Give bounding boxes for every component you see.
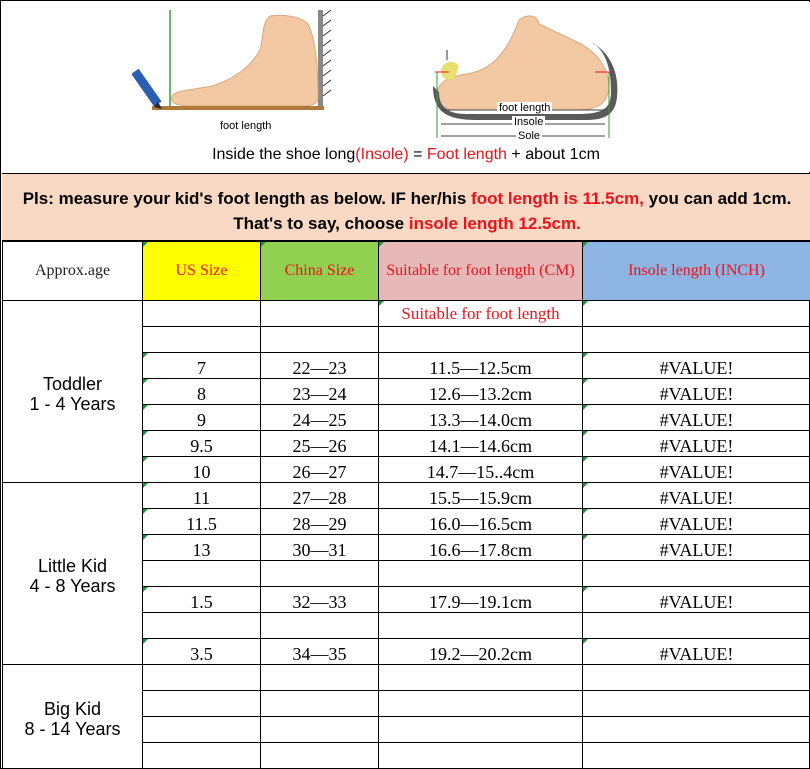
china-size-cell	[261, 743, 379, 769]
header-china-size: China Size	[261, 242, 379, 301]
foot-length-cell	[379, 691, 583, 717]
header-approx-age: Approx.age	[3, 242, 143, 301]
insole-inch-cell: #VALUE!	[583, 509, 810, 535]
foot-measure-image	[132, 10, 342, 115]
header-insole-length: Insole length (INCH)	[583, 242, 810, 301]
foot-length-cell: 12.6—13.2cm	[379, 379, 583, 405]
insole-inch-cell: #VALUE!	[583, 639, 810, 665]
us-size-cell	[143, 301, 261, 327]
china-size-cell	[261, 691, 379, 717]
left-foot-length-label: foot length	[220, 120, 272, 132]
foot-length-cell: 17.9—19.1cm	[379, 587, 583, 613]
age-group-name: Big Kid	[43, 698, 102, 719]
china-size-cell: 27—28	[261, 483, 379, 509]
china-size-cell: 23—24	[261, 379, 379, 405]
us-size-cell	[143, 743, 261, 769]
china-size-cell	[261, 613, 379, 639]
us-size-cell	[143, 613, 261, 639]
china-size-cell: 24—25	[261, 405, 379, 431]
age-group-cell	[3, 483, 143, 665]
insole-inch-cell: #VALUE!	[583, 457, 810, 483]
china-size-cell: 22—23	[261, 353, 379, 379]
us-size-cell: 8	[143, 379, 261, 405]
us-size-cell	[143, 561, 261, 587]
china-size-cell	[261, 327, 379, 353]
foot-length-cell: 15.5—15.9cm	[379, 483, 583, 509]
foot-length-cell	[379, 743, 583, 769]
age-group-range: 1 - 4 Years	[29, 393, 116, 414]
age-group-name: Toddler	[42, 373, 103, 394]
insole-inch-cell: #VALUE!	[583, 535, 810, 561]
foot-length-cell	[379, 561, 583, 587]
table-row	[3, 483, 810, 509]
insole-inch-cell	[583, 743, 810, 769]
sole-label: Sole	[518, 130, 541, 142]
age-group-cell	[3, 301, 143, 483]
measurement-notice: Pls: measure your kid's foot length as below. IF her/his foot length is 11.5cm, you can add 1cm. That's to say, choose insole length 12.5cm.	[2, 173, 810, 241]
insole-inch-cell: #VALUE!	[583, 405, 810, 431]
china-size-cell	[261, 665, 379, 691]
china-size-cell: 30—31	[261, 535, 379, 561]
china-size-cell	[261, 301, 379, 327]
us-size-cell: 11	[143, 483, 261, 509]
insole-inch-cell	[583, 301, 810, 327]
us-size-cell	[143, 665, 261, 691]
us-size-cell: 9.5	[143, 431, 261, 457]
us-size-cell: 13	[143, 535, 261, 561]
table-row	[3, 301, 810, 327]
china-size-cell	[261, 561, 379, 587]
foot-length-cell: 11.5—12.5cm	[379, 353, 583, 379]
header-us-size: US Size	[143, 242, 261, 301]
foot-length-cell	[379, 327, 583, 353]
china-size-cell: 26—27	[261, 457, 379, 483]
age-group-name: Little Kid	[37, 555, 108, 576]
insole-inch-cell	[583, 561, 810, 587]
foot-length-cell	[379, 665, 583, 691]
insole-inch-cell: #VALUE!	[583, 353, 810, 379]
foot-length-cell: 14.7—15..4cm	[379, 457, 583, 483]
age-group-range: 8 - 14 Years	[24, 718, 121, 739]
table-header-row	[3, 242, 810, 301]
china-size-cell: 32—33	[261, 587, 379, 613]
foot-length-cell	[379, 613, 583, 639]
age-group-range: 4 - 8 Years	[29, 575, 116, 596]
insole-inch-cell	[583, 717, 810, 743]
us-size-cell	[143, 717, 261, 743]
insole-label: Insole	[514, 116, 544, 128]
foot-length-cell: 16.0—16.5cm	[379, 509, 583, 535]
us-size-cell	[143, 327, 261, 353]
china-size-cell: 28—29	[261, 509, 379, 535]
age-group-cell	[3, 665, 143, 769]
us-size-cell: 9	[143, 405, 261, 431]
measurement-illustration	[2, 2, 810, 172]
insole-inch-cell	[583, 613, 810, 639]
us-size-cell: 1.5	[143, 587, 261, 613]
foot-length-cell	[379, 717, 583, 743]
us-size-cell: 3.5	[143, 639, 261, 665]
china-size-cell: 25—26	[261, 431, 379, 457]
insole-inch-cell: #VALUE!	[583, 483, 810, 509]
insole-inch-cell: #VALUE!	[583, 587, 810, 613]
insole-inch-cell: #VALUE!	[583, 379, 810, 405]
foot-length-cell: 13.3—14.0cm	[379, 405, 583, 431]
insole-inch-cell	[583, 327, 810, 353]
header-foot-length: Suitable for foot length (CM)	[379, 242, 583, 301]
foot-length-cell: 14.1—14.6cm	[379, 431, 583, 457]
insole-inch-cell: #VALUE!	[583, 431, 810, 457]
foot-length-subheader: Suitable for foot length	[379, 301, 583, 327]
insole-inch-cell	[583, 691, 810, 717]
size-table	[2, 241, 810, 769]
table-row	[3, 665, 810, 691]
us-size-cell: 7	[143, 353, 261, 379]
us-size-cell: 11.5	[143, 509, 261, 535]
us-size-cell	[143, 691, 261, 717]
foot-length-cell: 16.6—17.8cm	[379, 535, 583, 561]
foot-length-cell: 19.2—20.2cm	[379, 639, 583, 665]
china-size-cell: 34—35	[261, 639, 379, 665]
china-size-cell	[261, 717, 379, 743]
insole-inch-cell	[583, 665, 810, 691]
right-foot-length-label: foot length	[499, 102, 551, 114]
us-size-cell: 10	[143, 457, 261, 483]
insole-caption: Inside the shoe long(Insole) = Foot length + about 1cm	[212, 146, 600, 163]
